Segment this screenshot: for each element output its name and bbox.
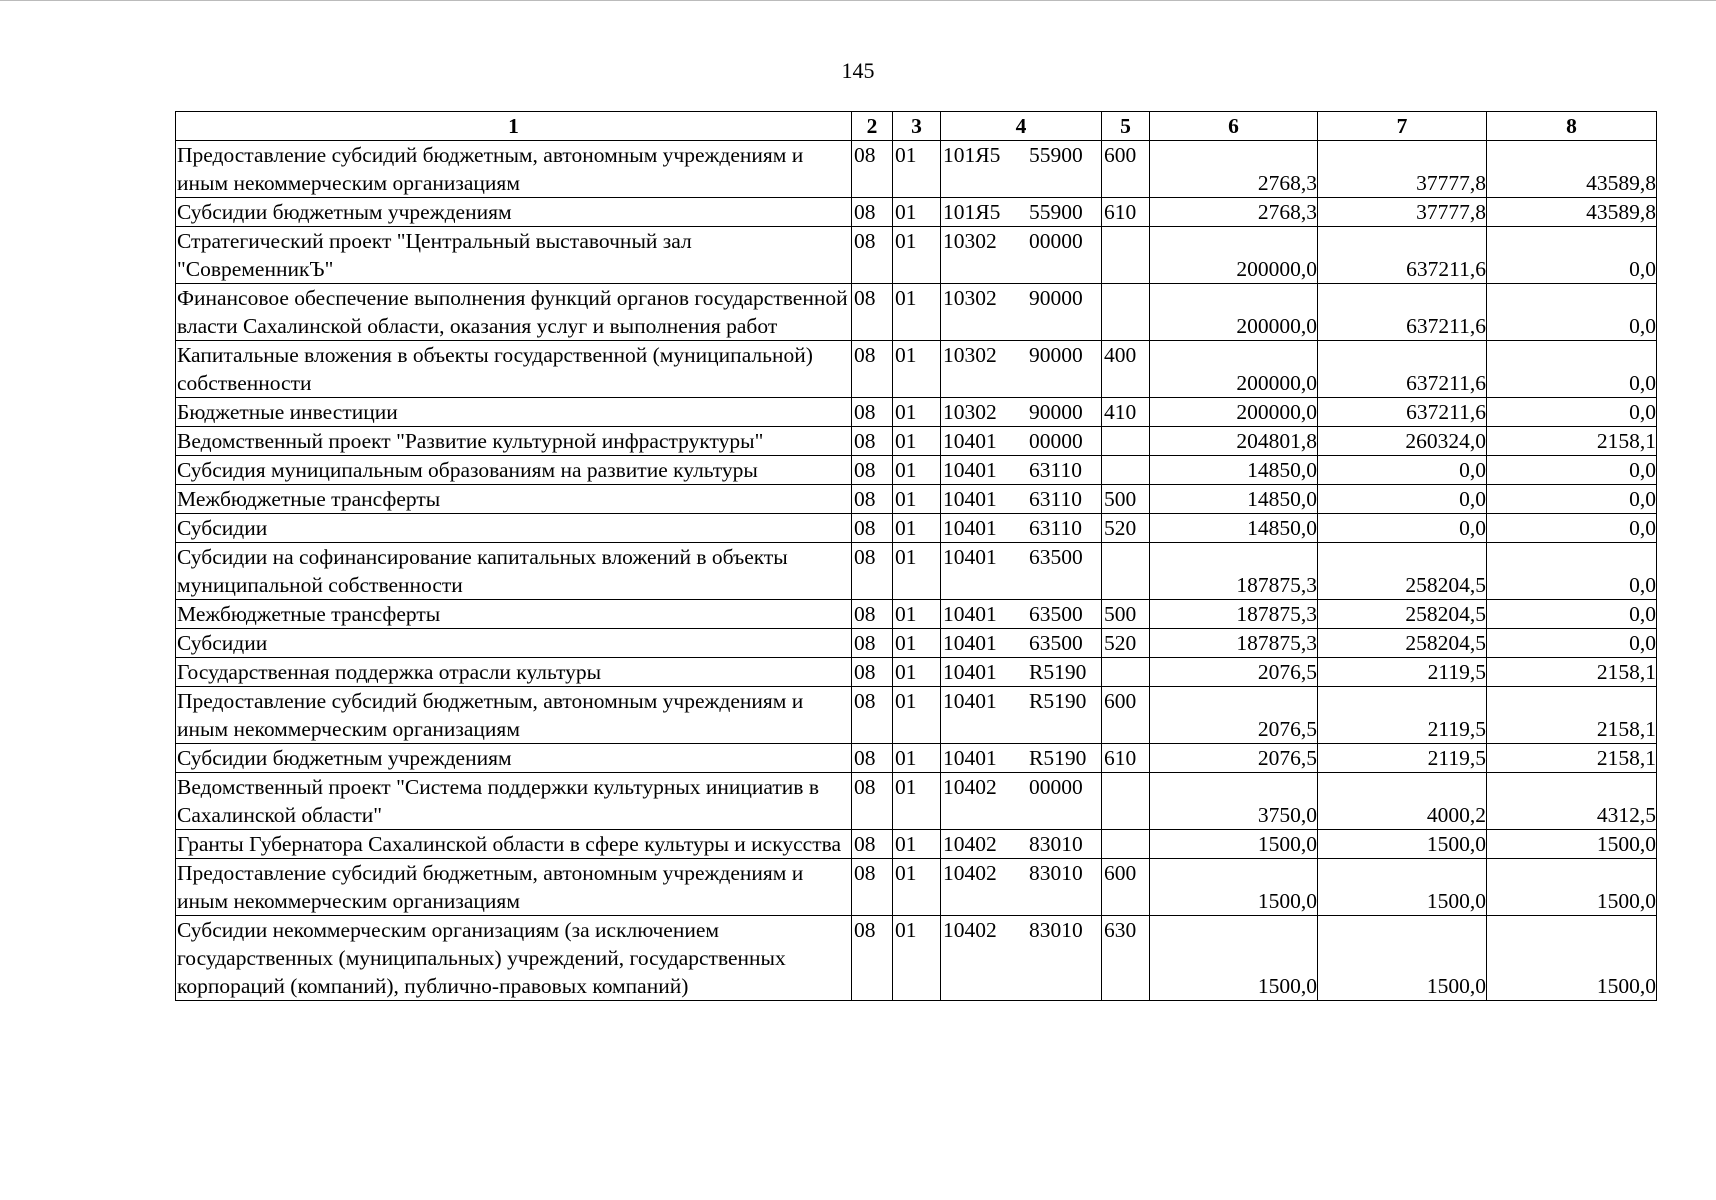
row-amount-col8: 0,0 bbox=[1487, 485, 1657, 514]
row-name: Субсидии bbox=[176, 629, 852, 658]
row-target-article bbox=[941, 456, 1102, 485]
col-header-3: 3 bbox=[893, 112, 941, 141]
row-section-code: 08 bbox=[852, 543, 893, 600]
row-name: Субсидии некоммерческим организациям (за исключением государственных (муниципальных) учреждений, государственных корпораций (компаний), публично-правовых компаний) bbox=[176, 916, 852, 1001]
row-name: Ведомственный проект "Система поддержки культурных инициатив в Сахалинской области" bbox=[176, 773, 852, 830]
row-section-code: 08 bbox=[852, 427, 893, 456]
row-expense-type bbox=[1102, 227, 1150, 284]
scan-edge-top bbox=[0, 0, 1716, 1]
row-section-code: 08 bbox=[852, 658, 893, 687]
row-target-article-direction: 83010 bbox=[1029, 861, 1083, 885]
row-name: Государственная поддержка отрасли культуры bbox=[176, 658, 852, 687]
row-target-article-program: 10401 bbox=[943, 516, 997, 540]
row-amount-col7: 637211,6 bbox=[1318, 284, 1487, 341]
table-row bbox=[176, 284, 1657, 341]
row-target-article-direction: 90000 bbox=[1029, 343, 1083, 367]
row-target-article-program: 10401 bbox=[943, 746, 997, 770]
row-name: Предоставление субсидий бюджетным, автономным учреждениям и иным некоммерческим организациям bbox=[176, 859, 852, 916]
row-section-code: 08 bbox=[852, 600, 893, 629]
row-name: Гранты Губернатора Сахалинской области в сфере культуры и искусства bbox=[176, 830, 852, 859]
row-target-article bbox=[941, 427, 1102, 456]
table-row bbox=[176, 141, 1657, 198]
row-section-code: 08 bbox=[852, 514, 893, 543]
row-target-article-direction: 63110 bbox=[1029, 516, 1082, 540]
row-amount-col8: 1500,0 bbox=[1487, 916, 1657, 1001]
row-target-article-program: 10302 bbox=[943, 400, 997, 424]
row-amount-col6: 200000,0 bbox=[1150, 398, 1318, 427]
row-target-article bbox=[941, 141, 1102, 198]
row-section-code: 08 bbox=[852, 456, 893, 485]
row-subsection-code: 01 bbox=[893, 341, 941, 398]
row-amount-col6: 187875,3 bbox=[1150, 543, 1318, 600]
row-name: Финансовое обеспечение выполнения функций органов государственной власти Сахалинской области, оказания услуг и выполнения работ bbox=[176, 284, 852, 341]
row-target-article-program: 101Я5 bbox=[943, 200, 1001, 224]
row-subsection-code: 01 bbox=[893, 485, 941, 514]
row-subsection-code: 01 bbox=[893, 830, 941, 859]
row-target-article bbox=[941, 600, 1102, 629]
row-expense-type bbox=[1102, 830, 1150, 859]
col-header-1: 1 bbox=[176, 112, 852, 141]
row-amount-col6: 204801,8 bbox=[1150, 427, 1318, 456]
row-target-article bbox=[941, 398, 1102, 427]
row-target-article bbox=[941, 830, 1102, 859]
row-amount-col7: 1500,0 bbox=[1318, 859, 1487, 916]
row-target-article-direction: 55900 bbox=[1029, 143, 1083, 167]
row-target-article-direction: R5190 bbox=[1029, 689, 1087, 713]
row-amount-col8: 0,0 bbox=[1487, 514, 1657, 543]
row-amount-col7: 1500,0 bbox=[1318, 830, 1487, 859]
row-target-article-program: 10401 bbox=[943, 689, 997, 713]
row-expense-type bbox=[1102, 658, 1150, 687]
row-section-code: 08 bbox=[852, 916, 893, 1001]
table-row bbox=[176, 916, 1657, 1001]
row-target-article-direction: 63110 bbox=[1029, 458, 1082, 482]
row-amount-col7: 1500,0 bbox=[1318, 916, 1487, 1001]
row-name: Предоставление субсидий бюджетным, автономным учреждениям и иным некоммерческим организациям bbox=[176, 687, 852, 744]
row-target-article bbox=[941, 485, 1102, 514]
row-expense-type bbox=[1102, 456, 1150, 485]
row-amount-col6: 200000,0 bbox=[1150, 227, 1318, 284]
row-expense-type: 500 bbox=[1102, 600, 1150, 629]
row-name: Бюджетные инвестиции bbox=[176, 398, 852, 427]
row-amount-col8: 2158,1 bbox=[1487, 744, 1657, 773]
row-target-article-program: 10402 bbox=[943, 775, 997, 799]
row-name: Капитальные вложения в объекты государственной (муниципальной) собственности bbox=[176, 341, 852, 398]
row-amount-col7: 2119,5 bbox=[1318, 687, 1487, 744]
table-row bbox=[176, 830, 1657, 859]
row-amount-col7: 637211,6 bbox=[1318, 398, 1487, 427]
row-name: Ведомственный проект "Развитие культурной инфраструктуры" bbox=[176, 427, 852, 456]
row-target-article-direction: 00000 bbox=[1029, 429, 1083, 453]
row-section-code: 08 bbox=[852, 773, 893, 830]
row-amount-col7: 0,0 bbox=[1318, 485, 1487, 514]
row-target-article bbox=[941, 859, 1102, 916]
row-amount-col7: 2119,5 bbox=[1318, 658, 1487, 687]
row-amount-col7: 0,0 bbox=[1318, 514, 1487, 543]
row-amount-col8: 2158,1 bbox=[1487, 658, 1657, 687]
row-expense-type: 600 bbox=[1102, 687, 1150, 744]
row-section-code: 08 bbox=[852, 629, 893, 658]
row-target-article bbox=[941, 284, 1102, 341]
row-expense-type: 500 bbox=[1102, 485, 1150, 514]
row-target-article-program: 10401 bbox=[943, 487, 997, 511]
row-target-article bbox=[941, 514, 1102, 543]
row-amount-col8: 0,0 bbox=[1487, 284, 1657, 341]
row-amount-col7: 2119,5 bbox=[1318, 744, 1487, 773]
row-target-article-program: 10401 bbox=[943, 660, 997, 684]
row-amount-col6: 3750,0 bbox=[1150, 773, 1318, 830]
row-amount-col7: 258204,5 bbox=[1318, 600, 1487, 629]
table-row bbox=[176, 456, 1657, 485]
row-subsection-code: 01 bbox=[893, 456, 941, 485]
row-amount-col7: 37777,8 bbox=[1318, 198, 1487, 227]
table-row bbox=[176, 859, 1657, 916]
row-amount-col8: 0,0 bbox=[1487, 629, 1657, 658]
row-amount-col8: 1500,0 bbox=[1487, 859, 1657, 916]
row-target-article-program: 10302 bbox=[943, 343, 997, 367]
row-expense-type: 600 bbox=[1102, 141, 1150, 198]
row-section-code: 08 bbox=[852, 398, 893, 427]
row-target-article bbox=[941, 744, 1102, 773]
table-row bbox=[176, 341, 1657, 398]
row-section-code: 08 bbox=[852, 227, 893, 284]
row-amount-col6: 14850,0 bbox=[1150, 456, 1318, 485]
table-row bbox=[176, 600, 1657, 629]
row-section-code: 08 bbox=[852, 141, 893, 198]
table-row bbox=[176, 198, 1657, 227]
col-header-4: 4 bbox=[941, 112, 1102, 141]
table-row bbox=[176, 514, 1657, 543]
row-target-article-direction: 55900 bbox=[1029, 200, 1083, 224]
row-subsection-code: 01 bbox=[893, 284, 941, 341]
row-expense-type bbox=[1102, 773, 1150, 830]
table-row bbox=[176, 427, 1657, 456]
row-subsection-code: 01 bbox=[893, 859, 941, 916]
row-section-code: 08 bbox=[852, 198, 893, 227]
row-target-article-direction: 90000 bbox=[1029, 286, 1083, 310]
row-expense-type bbox=[1102, 543, 1150, 600]
row-expense-type: 600 bbox=[1102, 859, 1150, 916]
row-amount-col7: 637211,6 bbox=[1318, 227, 1487, 284]
col-header-7: 7 bbox=[1318, 112, 1487, 141]
table-row bbox=[176, 629, 1657, 658]
row-amount-col6: 187875,3 bbox=[1150, 629, 1318, 658]
row-target-article-program: 101Я5 bbox=[943, 143, 1001, 167]
row-target-article-direction: 83010 bbox=[1029, 832, 1083, 856]
row-amount-col6: 1500,0 bbox=[1150, 859, 1318, 916]
row-name: Стратегический проект "Центральный выставочный зал "СовременникЪ" bbox=[176, 227, 852, 284]
row-section-code: 08 bbox=[852, 485, 893, 514]
col-header-2: 2 bbox=[852, 112, 893, 141]
row-target-article bbox=[941, 198, 1102, 227]
row-subsection-code: 01 bbox=[893, 916, 941, 1001]
row-amount-col7: 637211,6 bbox=[1318, 341, 1487, 398]
row-amount-col6: 200000,0 bbox=[1150, 284, 1318, 341]
row-amount-col7: 258204,5 bbox=[1318, 543, 1487, 600]
table-body bbox=[176, 141, 1657, 1001]
row-target-article-program: 10302 bbox=[943, 286, 997, 310]
row-subsection-code: 01 bbox=[893, 687, 941, 744]
header-row bbox=[176, 112, 1657, 141]
row-amount-col8: 0,0 bbox=[1487, 341, 1657, 398]
row-subsection-code: 01 bbox=[893, 658, 941, 687]
row-amount-col6: 2768,3 bbox=[1150, 198, 1318, 227]
row-target-article-direction: 63110 bbox=[1029, 487, 1082, 511]
row-amount-col8: 2158,1 bbox=[1487, 427, 1657, 456]
row-amount-col8: 0,0 bbox=[1487, 543, 1657, 600]
row-subsection-code: 01 bbox=[893, 629, 941, 658]
row-name: Субсидии бюджетным учреждениям bbox=[176, 744, 852, 773]
row-subsection-code: 01 bbox=[893, 514, 941, 543]
row-name: Межбюджетные трансферты bbox=[176, 600, 852, 629]
row-expense-type: 520 bbox=[1102, 514, 1150, 543]
row-subsection-code: 01 bbox=[893, 141, 941, 198]
row-target-article-direction: 63500 bbox=[1029, 631, 1083, 655]
row-amount-col8: 4312,5 bbox=[1487, 773, 1657, 830]
row-name: Субсидии bbox=[176, 514, 852, 543]
table-row bbox=[176, 687, 1657, 744]
row-section-code: 08 bbox=[852, 284, 893, 341]
row-target-article-direction: 00000 bbox=[1029, 229, 1083, 253]
row-amount-col8: 0,0 bbox=[1487, 600, 1657, 629]
row-target-article-direction: 63500 bbox=[1029, 545, 1083, 569]
row-target-article-direction: 00000 bbox=[1029, 775, 1083, 799]
row-amount-col8: 1500,0 bbox=[1487, 830, 1657, 859]
table-row bbox=[176, 485, 1657, 514]
budget-table bbox=[175, 111, 1657, 1001]
row-target-article-program: 10401 bbox=[943, 458, 997, 482]
row-amount-col8: 0,0 bbox=[1487, 398, 1657, 427]
row-amount-col6: 1500,0 bbox=[1150, 830, 1318, 859]
table-row bbox=[176, 543, 1657, 600]
row-subsection-code: 01 bbox=[893, 398, 941, 427]
row-section-code: 08 bbox=[852, 830, 893, 859]
table-row bbox=[176, 658, 1657, 687]
row-subsection-code: 01 bbox=[893, 227, 941, 284]
row-target-article bbox=[941, 658, 1102, 687]
row-section-code: 08 bbox=[852, 859, 893, 916]
row-amount-col8: 0,0 bbox=[1487, 227, 1657, 284]
row-target-article-program: 10302 bbox=[943, 229, 997, 253]
row-subsection-code: 01 bbox=[893, 427, 941, 456]
col-header-8: 8 bbox=[1487, 112, 1657, 141]
row-target-article-program: 10401 bbox=[943, 602, 997, 626]
row-amount-col8: 43589,8 bbox=[1487, 141, 1657, 198]
row-name: Субсидии бюджетным учреждениям bbox=[176, 198, 852, 227]
row-amount-col8: 2158,1 bbox=[1487, 687, 1657, 744]
row-expense-type: 410 bbox=[1102, 398, 1150, 427]
row-target-article-program: 10402 bbox=[943, 832, 997, 856]
row-name: Субсидии на софинансирование капитальных вложений в объекты муниципальной собственности bbox=[176, 543, 852, 600]
row-amount-col7: 260324,0 bbox=[1318, 427, 1487, 456]
row-target-article bbox=[941, 341, 1102, 398]
row-amount-col6: 200000,0 bbox=[1150, 341, 1318, 398]
row-subsection-code: 01 bbox=[893, 600, 941, 629]
row-expense-type: 630 bbox=[1102, 916, 1150, 1001]
row-target-article-program: 10401 bbox=[943, 631, 997, 655]
row-expense-type bbox=[1102, 427, 1150, 456]
row-amount-col7: 37777,8 bbox=[1318, 141, 1487, 198]
row-amount-col6: 2076,5 bbox=[1150, 658, 1318, 687]
row-subsection-code: 01 bbox=[893, 773, 941, 830]
table-row bbox=[176, 773, 1657, 830]
row-amount-col6: 187875,3 bbox=[1150, 600, 1318, 629]
row-amount-col6: 14850,0 bbox=[1150, 514, 1318, 543]
row-target-article-direction: 90000 bbox=[1029, 400, 1083, 424]
row-subsection-code: 01 bbox=[893, 198, 941, 227]
row-amount-col8: 0,0 bbox=[1487, 456, 1657, 485]
row-target-article bbox=[941, 687, 1102, 744]
row-target-article-direction: R5190 bbox=[1029, 746, 1087, 770]
row-target-article-program: 10401 bbox=[943, 545, 997, 569]
row-name: Предоставление субсидий бюджетным, автономным учреждениям и иным некоммерческим организациям bbox=[176, 141, 852, 198]
row-section-code: 08 bbox=[852, 744, 893, 773]
row-expense-type: 610 bbox=[1102, 198, 1150, 227]
row-expense-type: 400 bbox=[1102, 341, 1150, 398]
col-header-6: 6 bbox=[1150, 112, 1318, 141]
row-amount-col6: 2076,5 bbox=[1150, 687, 1318, 744]
col-header-5: 5 bbox=[1102, 112, 1150, 141]
table-row bbox=[176, 398, 1657, 427]
page-number: 145 bbox=[841, 58, 875, 83]
table-row bbox=[176, 744, 1657, 773]
row-target-article-direction: 83010 bbox=[1029, 918, 1083, 942]
row-target-article bbox=[941, 543, 1102, 600]
row-amount-col6: 14850,0 bbox=[1150, 485, 1318, 514]
row-amount-col7: 0,0 bbox=[1318, 456, 1487, 485]
row-target-article-program: 10401 bbox=[943, 429, 997, 453]
row-expense-type bbox=[1102, 284, 1150, 341]
row-target-article bbox=[941, 916, 1102, 1001]
row-target-article-program: 10402 bbox=[943, 918, 997, 942]
row-amount-col6: 2076,5 bbox=[1150, 744, 1318, 773]
row-amount-col6: 1500,0 bbox=[1150, 916, 1318, 1001]
row-amount-col8: 43589,8 bbox=[1487, 198, 1657, 227]
row-target-article-program: 10402 bbox=[943, 861, 997, 885]
row-amount-col7: 258204,5 bbox=[1318, 629, 1487, 658]
row-section-code: 08 bbox=[852, 687, 893, 744]
row-target-article bbox=[941, 227, 1102, 284]
row-expense-type: 610 bbox=[1102, 744, 1150, 773]
row-section-code: 08 bbox=[852, 341, 893, 398]
table-row bbox=[176, 227, 1657, 284]
row-name: Субсидия муниципальным образованиям на развитие культуры bbox=[176, 456, 852, 485]
row-amount-col7: 4000,2 bbox=[1318, 773, 1487, 830]
row-target-article-direction: R5190 bbox=[1029, 660, 1087, 684]
row-subsection-code: 01 bbox=[893, 543, 941, 600]
row-expense-type: 520 bbox=[1102, 629, 1150, 658]
row-target-article bbox=[941, 629, 1102, 658]
row-target-article bbox=[941, 773, 1102, 830]
row-name: Межбюджетные трансферты bbox=[176, 485, 852, 514]
row-target-article-direction: 63500 bbox=[1029, 602, 1083, 626]
row-amount-col6: 2768,3 bbox=[1150, 141, 1318, 198]
row-subsection-code: 01 bbox=[893, 744, 941, 773]
